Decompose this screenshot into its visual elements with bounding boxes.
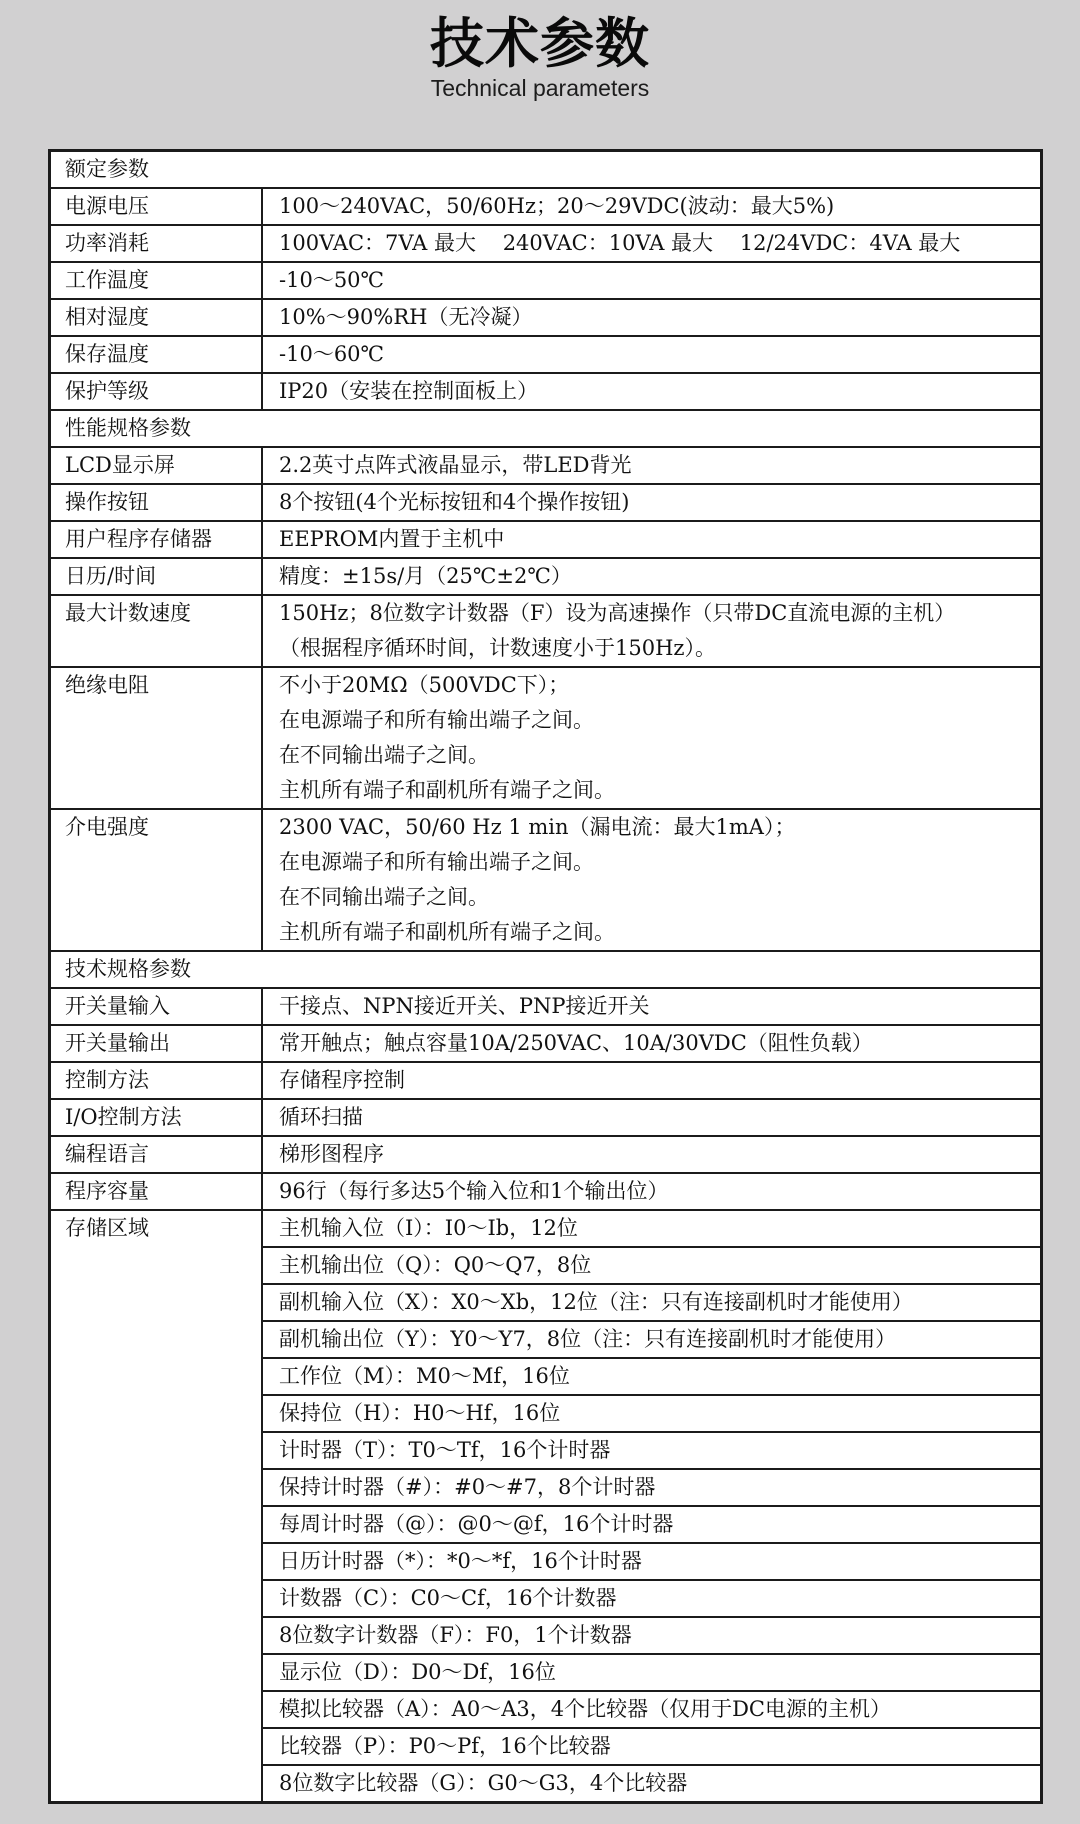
row-label-cell (51, 189, 263, 224)
row-value-line: 干接点、NPN接近开关、PNP接近开关 (279, 994, 650, 1018)
table-row (51, 261, 1040, 298)
row-value-line: 精度：±15s/月（25℃±2℃） (279, 564, 572, 588)
row-label: 介电强度 (65, 815, 149, 839)
row-value-line: EEPROM内置于主机中 (279, 527, 505, 551)
section-header-label: 额定参数 (65, 157, 149, 181)
table-row (51, 1061, 1040, 1098)
row-value-line: 100～240VAC，50/60Hz；20～29VDC(波动：最大5%) (279, 194, 835, 218)
table-row (51, 1172, 1040, 1209)
memory-area-item: 8位数字比较器（G）：G0～G3，4个比较器 (263, 1764, 1040, 1801)
row-value-line: 主机所有端子和副机所有端子之间。 (279, 778, 615, 802)
row-value-line: IP20（安装在控制面板上） (279, 379, 539, 403)
table-row (51, 666, 1040, 808)
row-label-cell (51, 1211, 263, 1801)
row-value-cell (263, 1026, 1040, 1061)
row-value-line: -10～60℃ (279, 342, 385, 366)
table-row (51, 594, 1040, 666)
spec-table (48, 149, 1043, 1804)
row-label: 绝缘电阻 (65, 673, 149, 697)
row-value-line: 在不同输出端子之间。 (279, 743, 489, 767)
row-label: 控制方法 (65, 1068, 149, 1092)
row-value-cell (263, 448, 1040, 483)
row-value-cell (263, 1100, 1040, 1135)
table-row (51, 372, 1040, 409)
table-row (51, 557, 1040, 594)
table-row (51, 520, 1040, 557)
table-row (51, 1135, 1040, 1172)
row-label-cell (51, 559, 263, 594)
row-label-cell (51, 1100, 263, 1135)
row-value-cell (263, 189, 1040, 224)
memory-area-item: 计时器（T）：T0～Tf，16个计时器 (263, 1431, 1040, 1468)
row-value-line: 2300 VAC，50/60 Hz 1 min（漏电流：最大1mA）； (279, 815, 796, 839)
row-value-cell (263, 226, 1040, 261)
memory-area-item: 8位数字计数器（F）：F0，1个计数器 (263, 1616, 1040, 1653)
row-value-line: 8个按钮(4个光标按钮和4个操作按钮) (279, 490, 630, 514)
row-value-line: 主机所有端子和副机所有端子之间。 (279, 920, 615, 944)
memory-area-item: 每周计时器（@）：@0～@f，16个计时器 (263, 1505, 1040, 1542)
row-label-cell (51, 485, 263, 520)
memory-area-item: 主机输入位（I）：I0～Ib，12位 (279, 1216, 578, 1240)
row-value-line: 100VAC：7VA 最大 240VAC：10VA 最大 12/24VDC：4VA 最大 (279, 231, 961, 255)
section-header-row (51, 152, 1040, 187)
section-header-row (51, 950, 1040, 987)
row-label-cell (51, 668, 263, 808)
row-label-cell (51, 1174, 263, 1209)
page-header (0, 0, 1080, 102)
row-value-cell (263, 810, 1040, 950)
memory-area-item: 副机输入位（X）：X0～Xb，12位（注：只有连接副机时才能使用） (263, 1283, 1040, 1320)
row-value-line: 在电源端子和所有输出端子之间。 (279, 850, 594, 874)
memory-area-item: 保持位（H）：H0～Hf，16位 (263, 1394, 1040, 1431)
row-value-line: 在电源端子和所有输出端子之间。 (279, 708, 594, 732)
table-row (51, 1098, 1040, 1135)
section-header-label: 性能规格参数 (65, 416, 191, 440)
memory-area-item: 保持计时器（#）：#0～#7，8个计时器 (263, 1468, 1040, 1505)
row-label: 开关量输入 (65, 994, 170, 1018)
row-label: 最大计数速度 (65, 601, 191, 625)
memory-area-item: 计数器（C）：C0～Cf，16个计数器 (263, 1579, 1040, 1616)
row-label: 开关量输出 (65, 1031, 170, 1055)
row-value-cell (263, 263, 1040, 298)
row-label: 日历/时间 (65, 564, 157, 588)
row-label-cell (51, 226, 263, 261)
row-label-cell (51, 596, 263, 666)
row-label-cell (51, 1026, 263, 1061)
row-label-cell (51, 1137, 263, 1172)
row-value-cell (263, 300, 1040, 335)
row-value-line: -10～50℃ (279, 268, 385, 292)
table-row (51, 224, 1040, 261)
row-label: 存储区域 (65, 1216, 149, 1240)
row-label: 用户程序存储器 (65, 527, 212, 551)
page-subtitle: Technical parameters (430, 74, 650, 101)
memory-area-item: 主机输出位（Q）：Q0～Q7，8位 (263, 1246, 1040, 1283)
row-value-line: 2.2英寸点阵式液晶显示，带LED背光 (279, 453, 632, 477)
row-label: LCD显示屏 (65, 453, 175, 477)
memory-area-item: 显示位（D）：D0～Df，16位 (263, 1653, 1040, 1690)
table-row (51, 298, 1040, 335)
row-label: 相对湿度 (65, 305, 149, 329)
row-label-cell (51, 1063, 263, 1098)
table-row (51, 187, 1040, 224)
row-value-line: 10%～90%RH（无冷凝） (279, 305, 533, 329)
row-label: 操作按钮 (65, 490, 149, 514)
memory-area-item: 模拟比较器（A）：A0～A3，4个比较器（仅用于DC电源的主机） (263, 1690, 1040, 1727)
table-row (51, 483, 1040, 520)
row-value-cell (263, 1174, 1040, 1209)
row-value-cell (263, 485, 1040, 520)
table-row (51, 1209, 1040, 1801)
row-label-cell (51, 989, 263, 1024)
row-label-cell (51, 810, 263, 950)
row-value-cell (263, 559, 1040, 594)
row-value-cell (263, 1211, 1040, 1801)
row-value-cell (263, 1137, 1040, 1172)
row-label: I/O控制方法 (65, 1105, 182, 1129)
row-label: 功率消耗 (65, 231, 149, 255)
row-value-line: 存储程序控制 (279, 1068, 405, 1092)
row-value-line: 150Hz；8位数字计数器（F）设为高速操作（只带DC直流电源的主机） (279, 601, 956, 625)
section-header-row (51, 409, 1040, 446)
row-value-cell (263, 989, 1040, 1024)
row-label-cell (51, 337, 263, 372)
memory-area-item: 副机输出位（Y）：Y0～Y7，8位（注：只有连接副机时才能使用） (263, 1320, 1040, 1357)
row-label: 保存温度 (65, 342, 149, 366)
row-label: 编程语言 (65, 1142, 149, 1166)
row-value-line: 在不同输出端子之间。 (279, 885, 489, 909)
memory-area-item: 日历计时器（*）：*0～*f，16个计时器 (263, 1542, 1040, 1579)
row-label: 工作温度 (65, 268, 149, 292)
row-value-cell (263, 337, 1040, 372)
row-label: 保护等级 (65, 379, 149, 403)
row-value-line: 梯形图程序 (279, 1142, 384, 1166)
table-row (51, 808, 1040, 950)
table-row (51, 987, 1040, 1024)
memory-area-item: 比较器（P）：P0～Pf，16个比较器 (263, 1727, 1040, 1764)
page-title: 技术参数 (430, 14, 650, 74)
row-label: 电源电压 (65, 194, 149, 218)
row-value-line: 96行（每行多达5个输入位和1个输出位） (279, 1179, 669, 1203)
row-value-cell (263, 668, 1040, 808)
section-header-label: 技术规格参数 (65, 957, 191, 981)
row-label-cell (51, 522, 263, 557)
row-value-line: （根据程序循环时间，计数速度小于150Hz）。 (279, 636, 716, 660)
table-row (51, 446, 1040, 483)
table-row (51, 335, 1040, 372)
row-label: 程序容量 (65, 1179, 149, 1203)
row-value-line: 不小于20MΩ（500VDC下）； (279, 673, 570, 697)
row-label-cell (51, 263, 263, 298)
row-label-cell (51, 374, 263, 409)
memory-area-item: 工作位（M）：M0～Mf，16位 (263, 1357, 1040, 1394)
row-label-cell (51, 300, 263, 335)
row-value-line: 常开触点；触点容量10A/250VAC、10A/30VDC（阻性负载） (279, 1031, 873, 1055)
row-value-cell (263, 596, 1040, 666)
row-value-cell (263, 374, 1040, 409)
table-row (51, 1024, 1040, 1061)
row-value-cell (263, 1063, 1040, 1098)
row-value-cell (263, 522, 1040, 557)
row-label-cell (51, 448, 263, 483)
row-value-line: 循环扫描 (279, 1105, 363, 1129)
